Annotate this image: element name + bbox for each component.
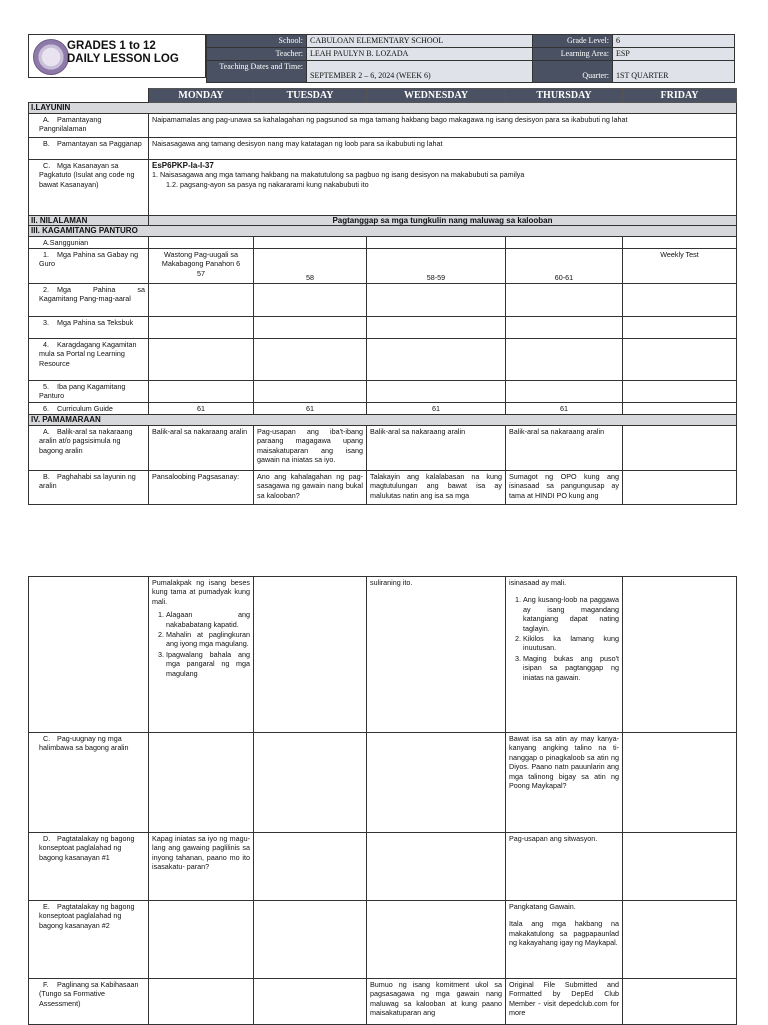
gabay-monday-book: Wastong Pag-uugali sa Makabagong Panahon 6 [161, 250, 241, 269]
row-label-text: Balik-aral sa nakaraang aralin at/o pagsisimula ng bagong aralin [39, 426, 133, 455]
empty-cell [623, 733, 737, 833]
empty-cell [623, 284, 737, 317]
cg-thursday: 61 [506, 403, 623, 415]
empty-cell [623, 979, 737, 1025]
gabay-thursday: 60-61 [506, 249, 623, 284]
grade-value: 6 [613, 35, 735, 48]
row-number: 6. [43, 404, 49, 414]
empty-cell [506, 381, 623, 403]
row-label-pagtatalakay-2 [29, 901, 149, 979]
page-title [67, 40, 179, 66]
row-letter: C. [43, 734, 51, 743]
row-letter: B. [43, 471, 50, 481]
pagtatalakay-1-thursday: Pag-usapan ang sitwasyon. [506, 833, 623, 901]
quarter-value: 1ST QUARTER [613, 61, 735, 83]
teacher-label: Teacher: [207, 48, 307, 61]
row-label-text: Paglinang sa Kabihasaan (Tungo sa Formative Assessment) [39, 980, 139, 1008]
gabay-monday-page: 57 [197, 268, 205, 278]
row-label-balik-aral [29, 425, 149, 470]
row-letter: A. [43, 426, 50, 436]
empty-cell [254, 339, 367, 381]
empty-cell [623, 901, 737, 979]
empty-cell [623, 317, 737, 339]
title-line-2: DAILY LESSON LOG [67, 53, 179, 65]
empty-cell [623, 833, 737, 901]
gabay-wednesday: 58-59 [367, 249, 506, 284]
empty-cell [367, 733, 506, 833]
pagtatalakay-2-thursday [506, 901, 623, 979]
paghahabi-monday-cont [149, 577, 254, 733]
nilalaman-text: Pagtanggap sa mga tungkulin nang maluwag sa kalooban [149, 215, 737, 225]
teacher-value: LEAH PAULYN B. LOZADA [307, 48, 533, 61]
list-item: 1. Ang kusang-loob na paggawa ay isang magandang katangiang dapat nating taglayin. [523, 595, 619, 633]
row-label-text: Pamantayan sa Pagganap [57, 138, 142, 148]
row-label-text: Pagtatalakay ng bagong konseptoat paglalahad ng bagong kasanayan #1 [39, 834, 135, 862]
day-wednesday: WEDNESDAY [367, 89, 506, 103]
list-item: 2. Mahalin at paglingkuran ang iyong mga magulang. [166, 630, 250, 649]
empty-cell [254, 284, 367, 317]
title-line-1: GRADES 1 to 12 [67, 40, 156, 52]
empty-cell [254, 317, 367, 339]
section-pamamaraan: IV. PAMAMARAAN [29, 415, 737, 425]
empty-cell [149, 901, 254, 979]
empty-cell [367, 339, 506, 381]
dates-value: SEPTEMBER 2 – 6, 2024 (WEEK 6) [307, 61, 533, 83]
day-friday: FRIDAY [623, 89, 737, 103]
gabay-friday: Weekly Test [623, 249, 737, 284]
empty-cell [254, 901, 367, 979]
row-label-pag-uugnay [29, 733, 149, 833]
row-label-b [29, 137, 149, 159]
row-label-2 [29, 284, 149, 317]
row-label-text: Pamantayang Pangnilalaman [39, 114, 102, 134]
day-tuesday: TUESDAY [254, 89, 367, 103]
area-value: ESP [613, 48, 735, 61]
quarter-label: Quarter: [533, 61, 613, 83]
row-number: 5. [43, 382, 49, 392]
cg-monday: 61 [149, 403, 254, 415]
list-item: 1. Alagaan ang nakababatang kapatid. [166, 610, 250, 629]
paglinang-wednesday: Bumuo ng isang komitment ukol sa pagsasagawa ng mga gawain nang maluwag sa kalooban at kung paano maisakatuparan ang [367, 979, 506, 1025]
list-item: 3. Maging bukas ang puso't isipan sa pagtanggap ng iniatas na gawain. [523, 654, 619, 682]
paghahabi-monday-intro: Pumalakpak ng isang beses kung tama at pumadyak kung mali. [152, 578, 250, 606]
grade-label: Grade Level: [533, 35, 613, 48]
deped-seal-icon [33, 39, 69, 75]
row-label-text: Curriculum Guide [57, 404, 113, 414]
empty-cell [367, 833, 506, 901]
dates-label: Teaching Dates and Time: [207, 61, 307, 83]
row-label-paghahabi [29, 470, 149, 504]
empty-cell [623, 381, 737, 403]
school-value: CABULOAN ELEMENTARY SCHOOL [307, 35, 533, 48]
paglinang-thursday: Original File Submitted and Formatted by DepEd Club Member - visit depedclub.com for more [506, 979, 623, 1025]
section-nilalaman: II. NILALAMAN [29, 215, 149, 225]
row-label-text: Iba pang Kagamitang Panturo [39, 382, 126, 401]
pag-uugnay-thursday: Bawat isa sa atin ay may kanya-kanyang angking talino na ti-nanggap o pinagkaloob sa atin ng Diyos. Paano natn pauunlarin ang mga talinong bigay sa atin ng Poong Maykapal? [506, 733, 623, 833]
row-label-pagtatalakay-1 [29, 833, 149, 901]
row-letter: C. [43, 160, 51, 170]
empty-cell [367, 381, 506, 403]
empty-cell [149, 317, 254, 339]
row-label-text: Mga Pahina sa Gabay ng Guro [39, 250, 139, 269]
row-label-6 [29, 403, 149, 415]
cg-wednesday: 61 [367, 403, 506, 415]
row-number: 4. [43, 340, 49, 350]
list-item: 3. Ipagwalang bahala ang mga pangaral ng mga magulang [166, 650, 250, 678]
empty-cell [367, 284, 506, 317]
paghahabi-wednesday: Talakayin ang kalalabasan na kung magtutulungan ang bawat isa ay malulutas natin ang isa sa mga [367, 470, 506, 504]
row-label-text: Mga Kasanayan sa Pagkatuto (Isulat ang code ng bawat Kasanayan) [39, 160, 135, 189]
empty-cell [149, 979, 254, 1025]
empty-cell [623, 403, 737, 415]
gabay-monday [149, 249, 254, 284]
cg-tuesday: 61 [254, 403, 367, 415]
paghahabi-thursday-intro: isinasaad ay mali. [509, 578, 567, 587]
row-number: 1. [43, 250, 49, 260]
empty-cell [623, 470, 737, 504]
empty-cell [254, 979, 367, 1025]
row-label-text: Karagdagang Kagamitan mula sa Portal ng Learning Resource [39, 340, 137, 368]
paghahabi-monday: Pansaloobing Pagsasanay: [149, 470, 254, 504]
row-label-1 [29, 249, 149, 284]
row-label-text: Pag-uugnay ng mga halimbawa sa bagong aralin [39, 734, 129, 753]
empty-cell [149, 236, 254, 248]
empty-cell [149, 284, 254, 317]
balik-aral-tuesday: Pag-usapan ang iba't-ibang paraang magagawa upang maisakatuparan ang isang gawain na iniatas sa iyo. [254, 425, 367, 470]
empty-cell [367, 236, 506, 248]
pamantayang-pangnilalaman-text: Naipamamalas ang pag-unawa sa kahalagahan ng pagsunod sa mga tamang hakbang bago makagawa ng isang desisyon para sa ikabubuti ng lahat [149, 113, 737, 137]
paghahabi-thursday-list [509, 595, 619, 682]
competency-item-2: 1.2. pagsang-ayon sa pasya ng nakararami kung nakabubuti ito [166, 179, 369, 189]
sanggunian-label: A.Sanggunian [29, 236, 149, 248]
competency-item-1: 1. Naisasagawa ang mga tamang hakbang na makatutulong sa pagbuo ng isang desisyon na makabubuti sa pamilya [152, 170, 525, 180]
header-table [206, 34, 735, 83]
empty-cell [367, 317, 506, 339]
row-letter: A. [43, 114, 50, 124]
empty-cell [254, 733, 367, 833]
pamantayan-sa-pagganap-text: Naisasagawa ang tamang desisyon nang may katatagan ng loob para sa ikabubuti ng lahat [149, 137, 737, 159]
empty-cell [149, 733, 254, 833]
empty-cell [149, 381, 254, 403]
row-label-text: Paghahabi sa layunin ng aralin [39, 471, 136, 491]
paghahabi-tuesday: Ano ang kahalagahan ng pag-sasagawa ng gawain nang bukal sa kalooban? [254, 470, 367, 504]
pagtatalakay-1-monday: Kapag iniatas sa iyo ng magu-lang ang gawaing paglilinis sa inyong tahanan, paano mo ito isasakatu- paran? [149, 833, 254, 901]
empty-cell [623, 425, 737, 470]
row-label-text: Mga Pahina sa Teksbuk [57, 318, 134, 328]
empty-cell [623, 339, 737, 381]
row-label-text: Mga Pahina sa Kagamitang Pang-mag-aaral [39, 285, 145, 304]
blank-corner [29, 89, 149, 103]
competency-code: EsP6PKP-Ia-I-37 [152, 160, 214, 170]
empty-cell [254, 381, 367, 403]
row-label-3 [29, 317, 149, 339]
section-layunin: I.LAYUNIN [29, 103, 737, 113]
area-label: Learning Area: [533, 48, 613, 61]
empty-cell [506, 284, 623, 317]
row-label-c [29, 159, 149, 215]
paghahabi-monday-list [152, 610, 250, 678]
section-kagamitan: III. KAGAMITANG PANTURO [29, 226, 737, 236]
lesson-table-page-1 [28, 88, 737, 505]
empty-cell [623, 577, 737, 733]
row-letter: E. [43, 902, 50, 911]
paghahabi-thursday: Sumagot ng OPO kung ang isinasaad sa pangungusap ay tama at HINDI PO kung ang [506, 470, 623, 504]
row-letter: F. [43, 980, 49, 989]
list-item: 2. Kikilos ka lamang kung inuutusan. [523, 634, 619, 653]
row-number: 3. [43, 318, 49, 328]
empty-cell [506, 236, 623, 248]
empty-cell [149, 339, 254, 381]
school-label: School: [207, 35, 307, 48]
lesson-table-page-2 [28, 576, 737, 1025]
kasanayan-cell [149, 159, 737, 215]
row-label-5 [29, 381, 149, 403]
empty-cell [506, 317, 623, 339]
balik-aral-monday: Balik-aral sa nakaraang aralin [149, 425, 254, 470]
day-thursday: THURSDAY [506, 89, 623, 103]
empty-cell [254, 577, 367, 733]
row-label-4 [29, 339, 149, 381]
row-letter: D. [43, 834, 51, 843]
empty-cell [254, 236, 367, 248]
row-letter: B. [43, 138, 50, 148]
empty-cell [29, 577, 149, 733]
empty-cell [623, 236, 737, 248]
gabay-tuesday: 58 [254, 249, 367, 284]
row-label-paglinang [29, 979, 149, 1025]
balik-aral-thursday: Balik-aral sa nakaraang aralin [506, 425, 623, 470]
row-label-text: Pagtatalakay ng bagong konseptoat paglalahad ng bagong kasanayan #2 [39, 902, 135, 930]
paghahabi-thursday-cont [506, 577, 623, 733]
empty-cell [506, 339, 623, 381]
balik-aral-wednesday: Balik-aral sa nakaraang aralin [367, 425, 506, 470]
row-label-a [29, 113, 149, 137]
pangkatang-gawain: Pangkatang Gawain. [509, 902, 576, 911]
row-number: 2. [43, 285, 49, 295]
empty-cell [254, 833, 367, 901]
itala-ang-mga-hakbang: Itala ang mga hakbang na makakatulong sa pagpapaunlad ng kakayahang igay ng Maykapal. [509, 919, 619, 948]
day-monday: MONDAY [149, 89, 254, 103]
paghahabi-wednesday-cont: suliraning ito. [367, 577, 506, 733]
header-logo-area [28, 34, 206, 78]
empty-cell [367, 901, 506, 979]
